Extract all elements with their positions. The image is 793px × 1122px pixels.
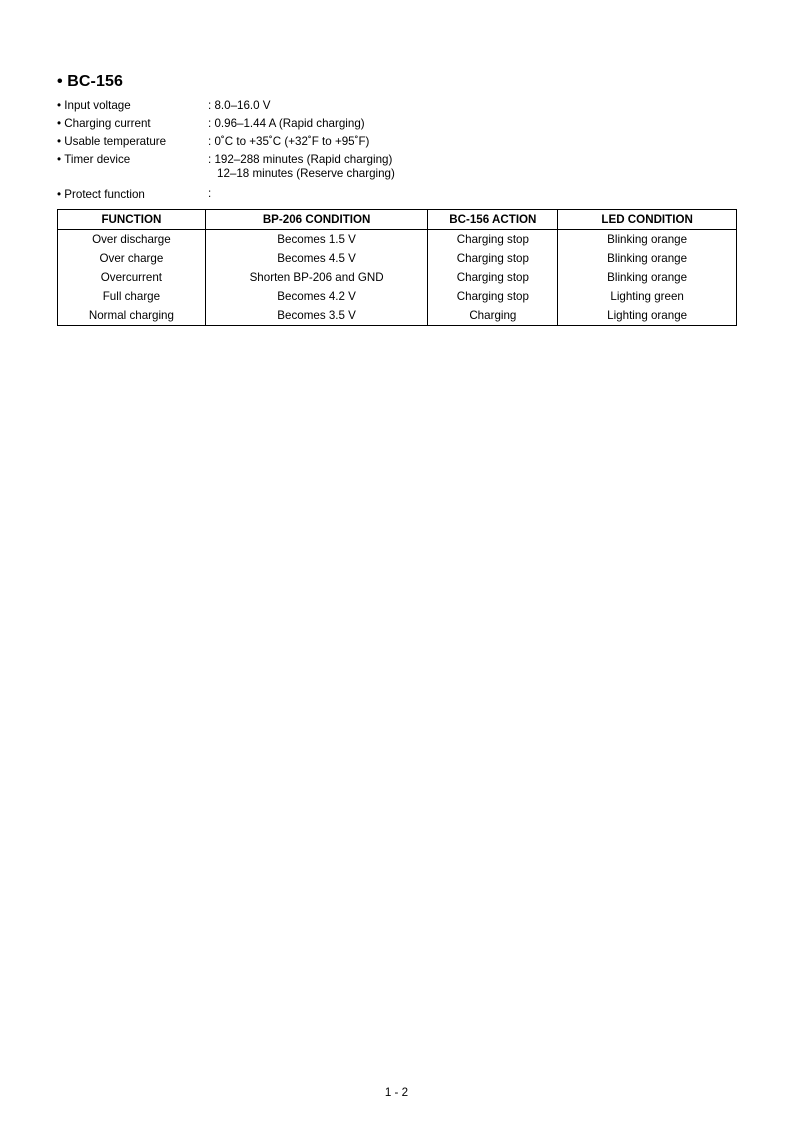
spec-item-input-voltage: [57, 97, 557, 115]
table-cell: Shorten BP-206 and GND: [205, 268, 428, 287]
spec-label: • Protect function: [57, 186, 208, 204]
spec-item-protect-function: [57, 186, 557, 204]
table-cell: Blinking orange: [558, 230, 737, 250]
spec-value: 12–18 minutes (Reserve charging): [217, 167, 395, 181]
table-cell: Charging stop: [428, 230, 558, 250]
spec-label: • Charging current: [57, 115, 208, 133]
table-row: [58, 268, 737, 287]
column-header: LED CONDITION: [558, 210, 737, 230]
spec-list: [57, 97, 557, 204]
spec-item-usable-temperature: [57, 133, 557, 151]
spec-label: • Usable temperature: [57, 133, 208, 151]
table-cell: Blinking orange: [558, 268, 737, 287]
spec-value: : 8.0–16.0 V: [208, 99, 271, 114]
table-row: [58, 230, 737, 250]
table-row: [58, 249, 737, 268]
section-title: • BC-156: [57, 73, 123, 90]
spec-label: • Input voltage: [57, 97, 208, 115]
column-header: BC-156 ACTION: [428, 210, 558, 230]
spec-item-charging-current: [57, 115, 557, 133]
spec-value: [208, 187, 214, 202]
table-cell: Charging: [428, 306, 558, 326]
table-cell: Charging stop: [428, 287, 558, 306]
spec-value: : 0.96–1.44 A (Rapid charging): [208, 117, 365, 132]
table-header-row: [58, 210, 737, 230]
table-row: [58, 306, 737, 326]
table-cell: Blinking orange: [558, 249, 737, 268]
table-cell: Full charge: [58, 287, 206, 306]
page-number: 1 - 2: [384, 1086, 409, 1099]
table-cell: Becomes 3.5 V: [205, 306, 428, 326]
spec-value: : 192–288 minutes (Rapid charging): [208, 153, 395, 168]
table-cell: Becomes 1.5 V: [205, 230, 428, 250]
column-header: BP-206 CONDITION: [205, 210, 428, 230]
spec-item-timer-device: [57, 151, 557, 182]
table-cell: Charging stop: [428, 249, 558, 268]
spec-value: : 0˚C to +35˚C (+32˚F to +95˚F): [208, 135, 369, 150]
protect-function-table: [57, 209, 737, 326]
table-cell: Over charge: [58, 249, 206, 268]
table-cell: Charging stop: [428, 268, 558, 287]
column-header: FUNCTION: [58, 210, 206, 230]
table-cell: Becomes 4.5 V: [205, 249, 428, 268]
table-cell: Lighting orange: [558, 306, 737, 326]
table-cell: Over discharge: [58, 230, 206, 250]
table-cell: Lighting green: [558, 287, 737, 306]
spec-label: • Timer device: [57, 151, 208, 182]
table-cell: Normal charging: [58, 306, 206, 326]
table-cell: Becomes 4.2 V: [205, 287, 428, 306]
table-row: [58, 287, 737, 306]
table-cell: Overcurrent: [58, 268, 206, 287]
